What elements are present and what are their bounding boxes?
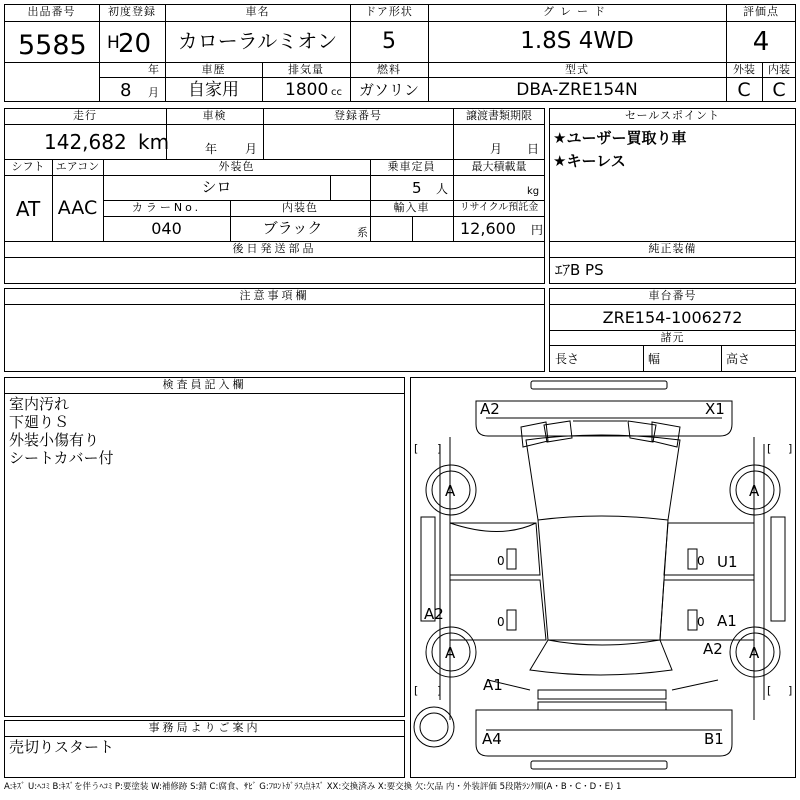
fuel-label: 燃料 bbox=[377, 63, 401, 76]
office-label: 事務局よりご案内 bbox=[148, 721, 261, 734]
damage-mark-a-wheel: A bbox=[445, 482, 456, 500]
damage-mark-a1-quarter: A1 bbox=[483, 676, 503, 694]
year-unit: 年 bbox=[148, 63, 159, 76]
damage-mark-a2-front: A2 bbox=[480, 400, 500, 418]
inspector-label: 検査員記入欄 bbox=[162, 378, 247, 391]
car-diagram bbox=[410, 377, 796, 778]
width-label: 幅 bbox=[648, 352, 661, 366]
damage-mark-a2-rear-door: A2 bbox=[424, 605, 444, 623]
sales-point-item: ★キーレス bbox=[553, 152, 626, 170]
first-reg-month: 8 bbox=[120, 80, 132, 101]
bracket-mark: ] bbox=[437, 442, 442, 455]
model-code-value: DBA-ZRE154N bbox=[516, 80, 638, 100]
era: H bbox=[107, 33, 120, 53]
int-color-value: ブラック bbox=[262, 219, 323, 237]
color-no-label: カラーNo. bbox=[131, 201, 202, 214]
ac-label: エアコン bbox=[55, 160, 100, 173]
mileage-label: 走行 bbox=[73, 109, 97, 122]
inspector-line: 下廻りＳ bbox=[9, 413, 70, 431]
damage-mark-a2-quarter: A2 bbox=[703, 640, 723, 658]
grade-label: グレード bbox=[543, 5, 611, 18]
damage-mark-a-wheel: A bbox=[749, 482, 760, 500]
bracket-mark: ] bbox=[437, 684, 442, 697]
inspector-line: 室内汚れ bbox=[9, 395, 70, 413]
damage-mark-u1: U1 bbox=[717, 553, 738, 571]
first-reg-year: 20 bbox=[118, 29, 152, 59]
history-value: 自家用 bbox=[188, 80, 239, 100]
capacity-value: 5 bbox=[412, 179, 422, 197]
door-label: ドア形状 bbox=[365, 5, 413, 18]
lot-no-label: 出品番号 bbox=[27, 5, 76, 18]
lot-number: 5585 bbox=[18, 30, 87, 61]
damage-mark-x1-front: X1 bbox=[705, 400, 725, 418]
int-color-unit: 系 bbox=[357, 226, 368, 239]
damage-mark-zero: 0 bbox=[697, 615, 705, 629]
inspection-month-unit: 月 bbox=[245, 142, 258, 156]
exterior-label: 外装 bbox=[733, 63, 755, 76]
chassis-number: ZRE154-1006272 bbox=[602, 308, 743, 327]
displacement-unit: cc bbox=[331, 87, 342, 98]
damage-mark-zero: 0 bbox=[497, 554, 505, 568]
office-value: 売切りスタート bbox=[9, 738, 115, 756]
bracket-mark: [ bbox=[414, 442, 419, 455]
bracket-mark: [ bbox=[767, 684, 772, 697]
mileage-value: 142,682 bbox=[44, 130, 127, 154]
damage-mark-a1-rear-door: A1 bbox=[717, 612, 737, 630]
transfer-day-unit: 日 bbox=[527, 142, 540, 156]
ext-color-value: シロ bbox=[201, 178, 232, 196]
displacement-value: 1800 bbox=[285, 80, 329, 100]
exterior-grade: C bbox=[737, 79, 751, 101]
bracket-mark: ] bbox=[788, 684, 793, 697]
damage-mark-a-wheel: A bbox=[749, 644, 760, 662]
car-name: カローラルミオン bbox=[177, 29, 338, 53]
length-label: 長さ bbox=[555, 352, 580, 366]
shift-label: シフト bbox=[11, 160, 45, 173]
score-value: 4 bbox=[752, 27, 770, 57]
bracket-mark: ] bbox=[788, 442, 793, 455]
recycle-unit: 円 bbox=[531, 223, 544, 237]
model-code-label: 型式 bbox=[565, 63, 589, 76]
fuel-value: ガソリン bbox=[358, 81, 419, 99]
max-load-unit: kg bbox=[527, 186, 540, 197]
ac-value: AAC bbox=[57, 197, 98, 219]
damage-mark-zero: 0 bbox=[497, 615, 505, 629]
shift-value: AT bbox=[15, 197, 41, 221]
interior-label: 内装 bbox=[768, 63, 790, 76]
int-color-label: 内装色 bbox=[282, 201, 318, 214]
month-unit: 月 bbox=[148, 86, 159, 99]
displacement-label: 排気量 bbox=[288, 63, 324, 76]
transfer-label: 譲渡書類期限 bbox=[466, 109, 532, 122]
inspector-line: 外装小傷有り bbox=[9, 431, 100, 449]
damage-mark-a4-rear: A4 bbox=[482, 730, 502, 748]
car-name-label: 車名 bbox=[245, 5, 270, 18]
sales-points-label: セールスポイント bbox=[624, 109, 720, 122]
reg-no-label: 登録番号 bbox=[334, 109, 382, 122]
inspection-label: 車検 bbox=[202, 109, 227, 122]
equipment-value: ｴｱB PS bbox=[555, 261, 604, 279]
later-parts-label: 後日発送部品 bbox=[232, 242, 317, 255]
equipment-label: 純正装備 bbox=[648, 242, 697, 255]
notes-label: 注意事項欄 bbox=[239, 289, 310, 302]
damage-mark-zero: 0 bbox=[697, 554, 705, 568]
inspector-line: シートカバー付 bbox=[9, 449, 114, 467]
damage-mark-b1-rear: B1 bbox=[704, 730, 724, 748]
height-label: 高さ bbox=[726, 352, 751, 366]
damage-mark-a-wheel: A bbox=[445, 644, 456, 662]
grade-value: 1.8S 4WD bbox=[520, 28, 634, 54]
color-no-value: 040 bbox=[151, 219, 182, 238]
history-label: 車歴 bbox=[201, 63, 226, 76]
inspection-year-unit: 年 bbox=[205, 142, 218, 156]
import-label: 輸入車 bbox=[393, 201, 430, 214]
legend-text: A:ｷｽﾞ U:ﾍｺﾐ B:ｷｽﾞを伴うﾍｺﾐ P:要塗装 W:補修跡 S:錆 C:腐食、ｻﾋﾞ G:ﾌﾛﾝﾄｶﾞﾗｽ点ｷｽﾞ XX:交換済み X:要交換 欠:欠品 内・外装評価 5段階ﾗﾝｸ順(A・B・C・D・E) 1 bbox=[4, 782, 622, 792]
chassis-label: 車台番号 bbox=[648, 289, 697, 302]
bracket-mark: [ bbox=[767, 442, 772, 455]
capacity-label: 乗車定員 bbox=[387, 160, 436, 173]
recycle-value: 12,600 bbox=[460, 219, 516, 238]
bracket-mark: [ bbox=[414, 684, 419, 697]
transfer-month-unit: 月 bbox=[490, 142, 503, 156]
max-load-label: 最大積載量 bbox=[471, 160, 527, 173]
dims-label: 諸元 bbox=[660, 331, 685, 344]
sales-point-item: ★ユーザー買取り車 bbox=[553, 129, 687, 147]
ext-color-label: 外装色 bbox=[218, 160, 255, 173]
capacity-unit: 人 bbox=[436, 182, 449, 196]
first-reg-label: 初度登録 bbox=[108, 5, 156, 18]
recycle-label: リサイクル預託金 bbox=[459, 202, 539, 213]
score-label: 評価点 bbox=[743, 5, 779, 18]
mileage-unit: km bbox=[138, 130, 170, 154]
interior-grade: C bbox=[772, 79, 786, 101]
door-value: 5 bbox=[382, 29, 396, 54]
